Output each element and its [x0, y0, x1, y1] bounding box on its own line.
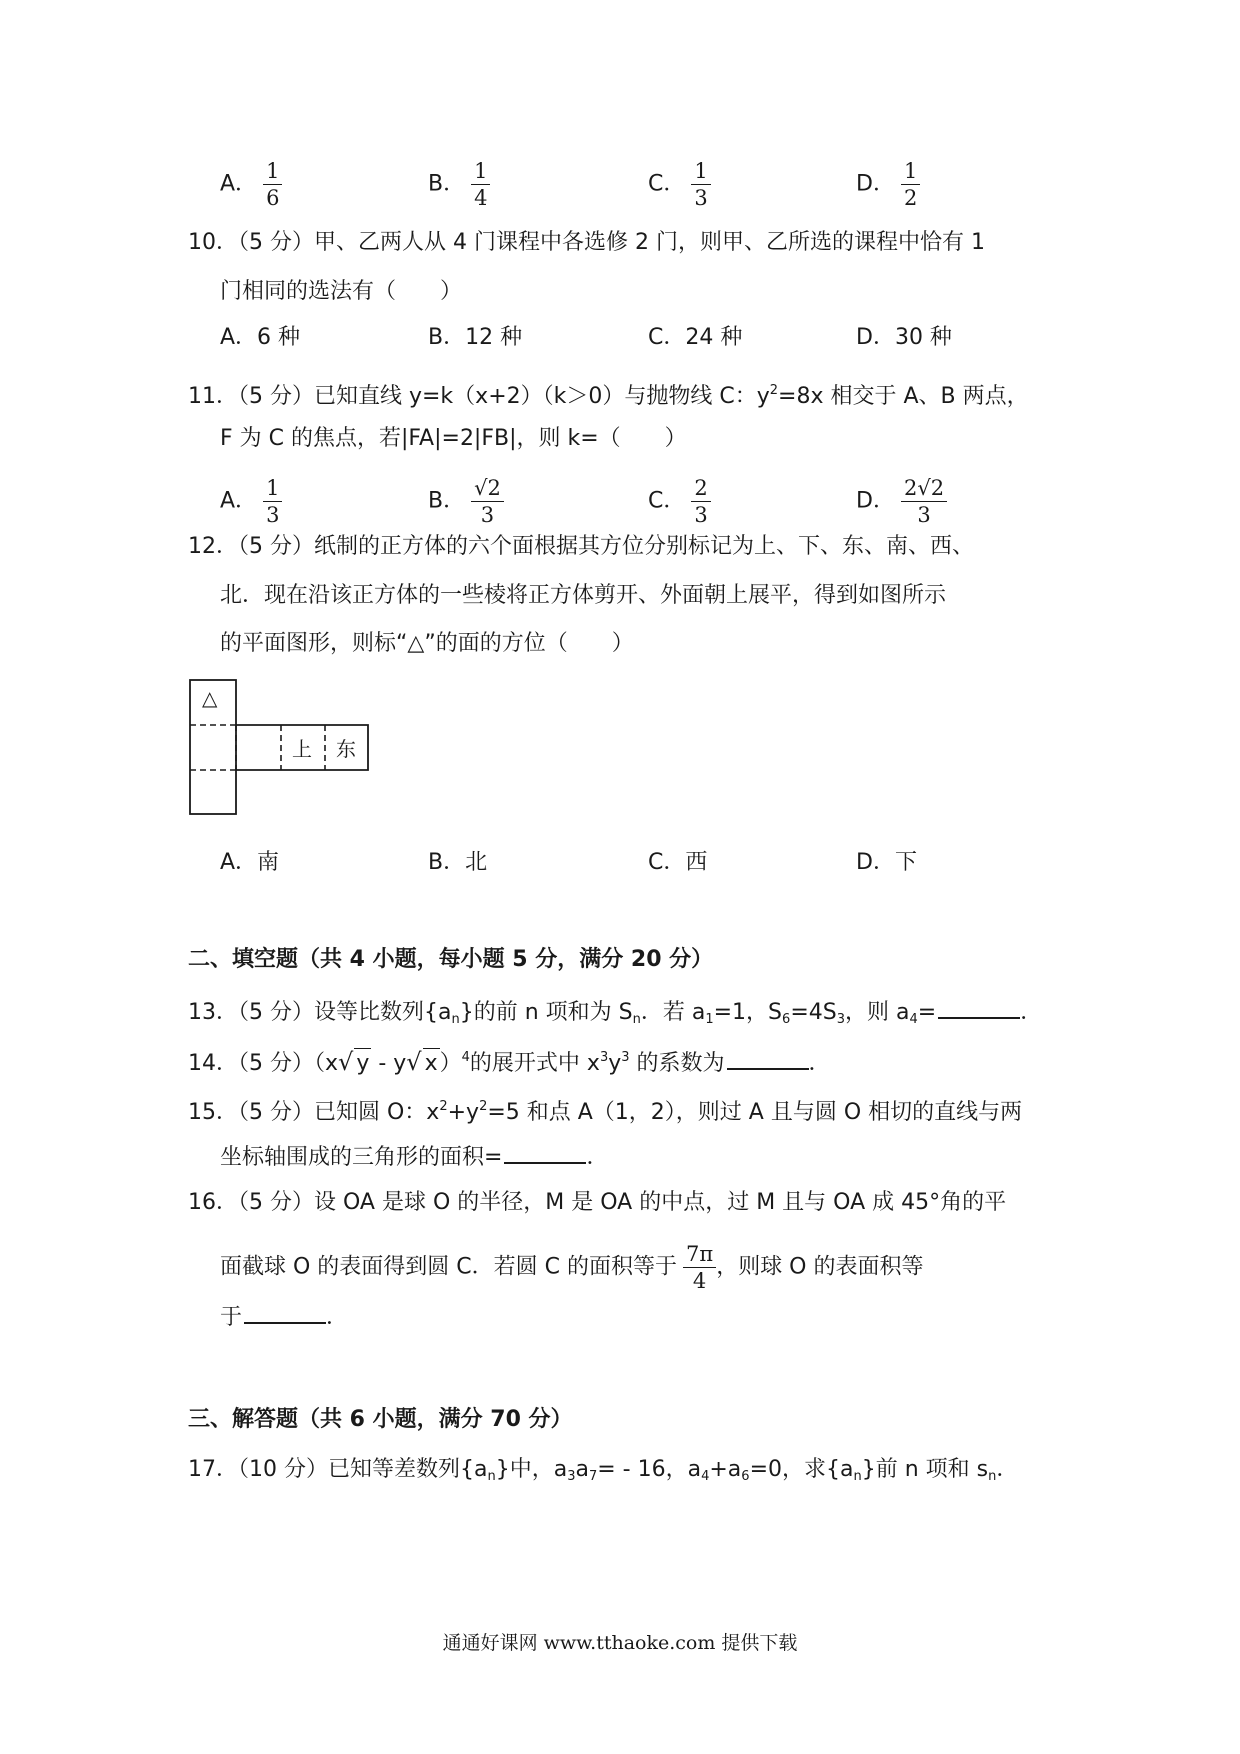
- q9-option-a: A． $\frac{1}{6}$: [220, 160, 282, 209]
- q12-option-c: C．西: [648, 850, 708, 875]
- q10-line-2: 门相同的选法有（ ）: [220, 279, 463, 304]
- net-triangle-label: △: [202, 686, 218, 710]
- q11-option-b: B． $\frac{√2}{3}$: [428, 477, 504, 526]
- q12-line-3: 的平面图形，则标“△”的面的方位（ ）: [220, 631, 634, 656]
- q9-option-c: C． $\frac{1}{3}$: [648, 160, 711, 209]
- section-2-title: 二、填空题（共 4 小题，每小题 5 分，满分 20 分）: [188, 947, 714, 972]
- q16-line-2: 面截球 O 的表面得到圆 C．若圆 C 的面积等于 $\frac{7\pi}{4}$ ，则球 O 的表面积等: [220, 1242, 924, 1293]
- q11-line-2: F 为 C 的焦点，若|FA|=2|FB|，则 k=（ ）: [220, 426, 687, 451]
- q15-line-1: 15．（5 分）已知圆 O：$x^2+y^2=5$ 和点 A（1，2），则过 A 且与圆 O 相切的直线与两: [188, 1099, 1023, 1125]
- q12-option-d: D．下: [856, 850, 917, 875]
- section-3-title: 三、解答题（共 6 小题，满分 70 分）: [188, 1407, 573, 1432]
- q12-option-a: A．南: [220, 850, 280, 875]
- net-up-label: 上: [292, 737, 312, 761]
- q16-fraction: $\frac{7\pi}{4}$: [683, 1243, 716, 1292]
- q12-option-b: B．北: [428, 850, 488, 875]
- q14-line: 14．（5 分）（x√ y - y√ x）$^4$的展开式中 $x^3y^3$ 的系数为 ．: [188, 1043, 831, 1079]
- net-east-label: 东: [336, 737, 356, 761]
- q15-answer-blank[interactable]: [504, 1140, 586, 1164]
- q15-line-2: 坐标轴围成的三角形的面积= ．: [220, 1140, 608, 1173]
- q16-answer-blank[interactable]: [244, 1300, 326, 1324]
- q12-line-1: 12．（5 分）纸制的正方体的六个面根据其方位分别标记为上、下、东、南、西、: [188, 534, 974, 559]
- q11-option-a: A． $\frac{1}{3}$: [220, 477, 282, 526]
- q13-line: 13．（5 分）设等比数列$\{a_n\}$的前 n 项和为 $S_n$．若 $a_1=1$，$S_6=4S_3$，则 $a_4=$ ．: [188, 995, 1042, 1035]
- q9-option-d: D． $\frac{1}{2}$: [856, 160, 920, 209]
- q11-option-c: C． $\frac{2}{3}$: [648, 477, 711, 526]
- q11-option-d: D． $\frac{2√2}{3}$: [856, 477, 947, 526]
- q16-line-1: 16．（5 分）设 OA 是球 O 的半径，M 是 OA 的中点，过 M 且与 OA 成 45°角的平: [188, 1190, 1007, 1215]
- q10-option-a: A．6 种: [220, 325, 301, 350]
- q16-line-3: 于 ．: [220, 1300, 348, 1333]
- sqrt-icon: √: [338, 1048, 354, 1076]
- q10-option-b: B．12 种: [428, 325, 523, 350]
- q12-line-2: 北．现在沿该正方体的一些棱将正方体剪开、外面朝上展平，得到如图所示: [220, 583, 947, 608]
- q11-line-1: 11．（5 分）已知直线 y=k（x+2）（k＞0）与抛物线 C：$y^2=8x$ 相交于 A、B 两点，: [188, 383, 1029, 409]
- q10-option-c: C．24 种: [648, 325, 743, 350]
- q9-option-b: B． $\frac{1}{4}$: [428, 160, 490, 209]
- cube-net-figure: [186, 678, 376, 818]
- q14-answer-blank[interactable]: [727, 1046, 809, 1070]
- q13-answer-blank[interactable]: [938, 995, 1020, 1019]
- page-footer: 通通好课网 www.tthaoke.com 提供下载: [442, 1632, 798, 1654]
- q17-line: 17．（10 分）已知等差数列$\{a_n\}$中，$a_3a_7= - 16$，$a_4+a_6=0$，求$\{a_n\}$前 n 项和 $s_n$．: [188, 1457, 1019, 1484]
- sqrt-icon: √: [406, 1048, 422, 1076]
- q10-option-d: D．30 种: [856, 325, 952, 350]
- q10-line-1: 10．（5 分）甲、乙两人从 4 门课程中各选修 2 门，则甲、乙所选的课程中恰有 1: [188, 230, 985, 255]
